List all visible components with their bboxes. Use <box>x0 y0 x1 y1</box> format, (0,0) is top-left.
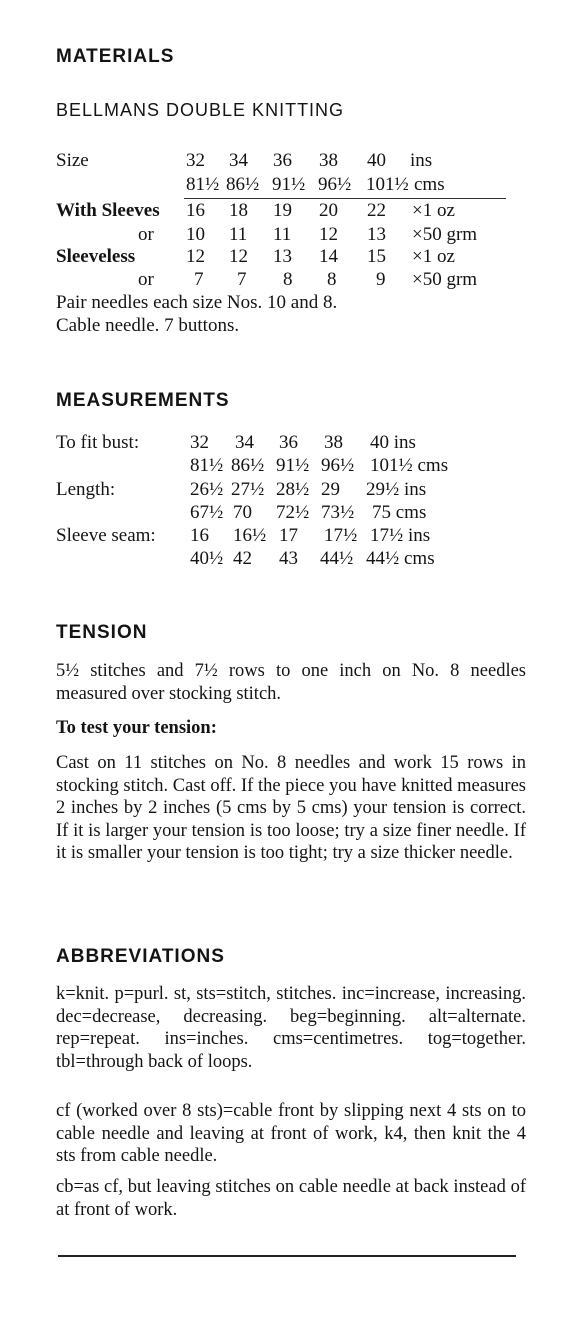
tension-text: 5½ stitches and 7½ rows to one inch on No. 8 needles measured over stocking stitch. <box>56 661 526 704</box>
table-cell: 12 <box>229 246 248 267</box>
table-cell: 43 <box>279 548 298 569</box>
table-cell: 13 <box>273 246 292 267</box>
table-cell: 86½ <box>226 174 260 195</box>
table-cell: 17 <box>279 525 298 546</box>
table-cell: 22 <box>367 200 386 221</box>
table-cell: 32 <box>186 150 205 171</box>
table-cell: 67½ <box>190 502 224 523</box>
bust-label: To fit bust: <box>56 432 140 453</box>
table-cell: 101½ cms <box>370 455 449 476</box>
or-label: or <box>138 224 154 245</box>
table-cell: 91½ <box>272 174 306 195</box>
yarn-name: BELLMANS DOUBLE KNITTING <box>56 100 345 120</box>
table-cell: 32 <box>190 432 209 453</box>
needles-note: Pair needles each size Nos. 10 and 8. <box>56 292 338 313</box>
size-label: Size <box>56 150 89 171</box>
measurements-heading: MEASUREMENTS <box>56 390 230 411</box>
table-cell: 38 <box>319 150 338 171</box>
with-sleeves-label: With Sleeves <box>56 200 160 221</box>
table-cell: 101½ <box>366 174 409 195</box>
table-cell: 86½ <box>231 455 265 476</box>
abbreviations-text: k=knit. p=purl. st, sts=stitch, stitches. inc=increase, increasing. dec=decrease, decreasing. beg=beginning. alt=alternate. rep=repeat. ins=inches. cms=centimetres. tog=together. tbl=through back of loops. <box>56 984 526 1072</box>
tension-heading: TENSION <box>56 622 148 643</box>
table-cell: 81½ <box>186 174 220 195</box>
table-cell: 29 <box>321 479 340 500</box>
length-label: Length: <box>56 479 116 500</box>
sleeve-seam-label: Sleeve seam: <box>56 525 156 546</box>
table-cell: 42 <box>233 548 252 569</box>
table-cell: 7 <box>237 269 247 290</box>
table-cell: 11 <box>229 224 248 245</box>
table-cell: 91½ <box>276 455 310 476</box>
materials-heading: MATERIALS <box>56 46 175 67</box>
table-cell: 36 <box>279 432 298 453</box>
cable-back-text: cb=as cf, but leaving stitches on cable needle at back instead of at front of work. <box>56 1177 526 1220</box>
table-cell: 72½ <box>276 502 310 523</box>
table-cell: 10 <box>186 224 205 245</box>
table-cell: 17½ ins <box>370 525 431 546</box>
table-cell: 15 <box>367 246 386 267</box>
table-cell: 73½ <box>321 502 355 523</box>
table-cell: ×50 grm <box>412 269 478 290</box>
table-cell: 27½ <box>231 479 265 500</box>
table-cell: 26½ <box>190 479 224 500</box>
test-tension-text: Cast on 11 stitches on No. 8 needles and work 15 rows in stocking stitch. Cast off. If the piece you have knitted measures 2 inches by 2 inches (5 cms by 5 cms) your tension is correct. If it is larger your tension is too loose; try a size finer needle. If it is smaller your tension is too tight; try a size thicker needle. <box>56 753 526 863</box>
table-cell: ins <box>410 150 433 171</box>
table-cell: 7 <box>194 269 204 290</box>
table-cell: cms <box>414 174 445 195</box>
abbreviations-heading: ABBREVIATIONS <box>56 946 225 967</box>
table-divider <box>184 198 506 199</box>
table-cell: 40 ins <box>370 432 416 453</box>
table-cell: 96½ <box>321 455 355 476</box>
table-cell: 13 <box>367 224 386 245</box>
table-cell: ×1 oz <box>412 200 455 221</box>
table-cell: 19 <box>273 200 292 221</box>
sleeveless-label: Sleeveless <box>56 246 136 267</box>
table-cell: 28½ <box>276 479 310 500</box>
table-cell: 81½ <box>190 455 224 476</box>
table-cell: 20 <box>319 200 338 221</box>
table-cell: 16 <box>186 200 205 221</box>
table-cell: 16 <box>190 525 209 546</box>
cable-front-text: cf (worked over 8 sts)=cable front by slipping next 4 sts on to cable needle and leaving at front of work, k4, then knit the 4 sts from cable needle. <box>56 1101 526 1166</box>
table-cell: 12 <box>319 224 338 245</box>
table-cell: 34 <box>235 432 254 453</box>
table-cell: 70 <box>233 502 252 523</box>
table-cell: 11 <box>273 224 292 245</box>
table-cell: 38 <box>324 432 343 453</box>
table-cell: 17½ <box>324 525 358 546</box>
table-cell: 8 <box>327 269 337 290</box>
bottom-divider <box>58 1255 516 1257</box>
table-cell: 29½ ins <box>366 479 427 500</box>
table-cell: 40½ <box>190 548 224 569</box>
table-cell: 40 <box>367 150 386 171</box>
table-cell: ×50 grm <box>412 224 478 245</box>
table-cell: 34 <box>229 150 248 171</box>
table-cell: 9 <box>376 269 386 290</box>
table-cell: 75 cms <box>372 502 427 523</box>
table-cell: 16½ <box>233 525 267 546</box>
table-cell: 12 <box>186 246 205 267</box>
test-tension-heading: To test your tension: <box>56 718 217 738</box>
table-cell: 36 <box>273 150 292 171</box>
table-cell: 96½ <box>318 174 352 195</box>
table-cell: 44½ cms <box>366 548 435 569</box>
or-label: or <box>138 269 154 290</box>
table-cell: 8 <box>283 269 293 290</box>
table-cell: 18 <box>229 200 248 221</box>
table-cell: 44½ <box>320 548 354 569</box>
table-cell: ×1 oz <box>412 246 455 267</box>
cable-note: Cable needle. 7 buttons. <box>56 315 240 336</box>
table-cell: 14 <box>319 246 338 267</box>
